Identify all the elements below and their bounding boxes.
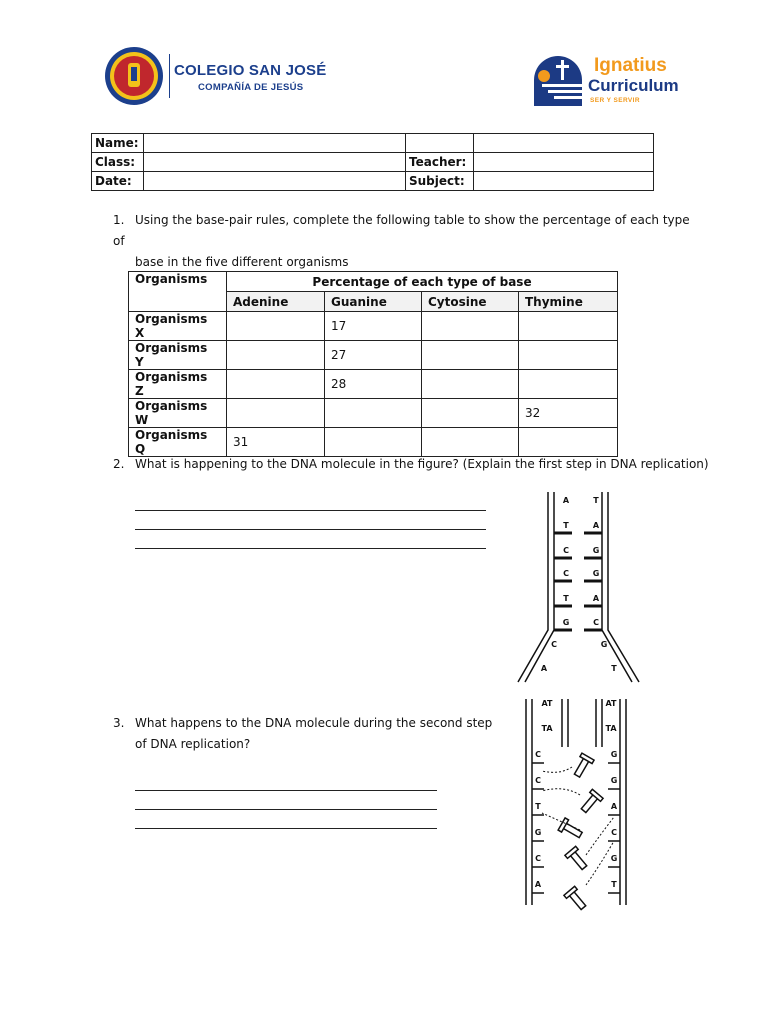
guanine-header: Guanine (325, 292, 422, 312)
dna-replication-figure (520, 695, 640, 915)
base-letter: G (562, 618, 570, 627)
table-cell[interactable]: 17 (325, 312, 422, 341)
question-3-number: 3. (113, 716, 125, 730)
base-percentage-table (128, 271, 618, 457)
question-3-text-line2: of DNA replication? (135, 737, 251, 751)
answer-line[interactable] (135, 529, 486, 530)
empty-field-cell[interactable] (474, 134, 654, 153)
base-letter: TA (541, 724, 553, 733)
table-cell[interactable] (227, 341, 325, 370)
table-cell[interactable] (422, 399, 519, 428)
question-3 (113, 713, 493, 755)
table-row (129, 399, 618, 428)
base-letter: TA (605, 724, 617, 733)
free-nucleotides (558, 753, 603, 912)
adenine-header: Adenine (227, 292, 325, 312)
base-letter: A (610, 802, 618, 811)
base-letter: C (535, 750, 541, 759)
table-cell[interactable] (227, 399, 325, 428)
teacher-field[interactable] (474, 153, 654, 172)
logo-divider (169, 54, 170, 98)
table-cell[interactable] (227, 370, 325, 399)
answer-line[interactable] (135, 790, 437, 791)
free-nucleotide (558, 818, 584, 841)
colegio-logo (104, 46, 164, 106)
answer-line[interactable] (135, 548, 486, 549)
curriculum-subtitle: Curriculum (588, 76, 679, 95)
curriculum-tagline: SER Y SERVIR (590, 97, 640, 104)
student-info-table (91, 133, 654, 191)
base-letter: T (563, 521, 569, 530)
table-cell[interactable] (422, 312, 519, 341)
question-2-number: 2. (113, 457, 125, 471)
row-label: Organisms Y (129, 341, 227, 370)
question-1 (113, 210, 693, 273)
question-1-number: 1. (113, 213, 125, 227)
base-letter: C (535, 854, 541, 863)
table-row (129, 428, 618, 457)
row-label: Organisms X (129, 312, 227, 341)
free-nucleotide (565, 846, 590, 872)
cytosine-header: Cytosine (422, 292, 519, 312)
base-letter: AT (541, 699, 553, 708)
base-letter: A (562, 496, 570, 505)
table-row (129, 370, 618, 399)
table-cell[interactable] (422, 341, 519, 370)
question-1-text-line1: Using the base-pair rules, complete the following table to show the percentage of each type of (113, 213, 690, 248)
table-cell[interactable]: 28 (325, 370, 422, 399)
base-letter: G (592, 546, 600, 555)
base-letter: G (534, 828, 542, 837)
base-letter: G (600, 640, 608, 649)
base-letter: C (563, 546, 569, 555)
base-letter: A (534, 880, 542, 889)
answer-line[interactable] (135, 809, 437, 810)
row-label: Organisms W (129, 399, 227, 428)
question-1-text-line2: base in the five different organisms (135, 255, 349, 269)
row-label: Organisms Q (129, 428, 227, 457)
base-letter: A (592, 594, 600, 603)
table-row (129, 312, 618, 341)
answer-line[interactable] (135, 828, 437, 829)
teacher-label: Teacher: (406, 153, 474, 172)
table-cell[interactable]: 27 (325, 341, 422, 370)
organisms-header: Organisms (129, 272, 227, 312)
table-cell[interactable] (325, 399, 422, 428)
table-cell[interactable] (519, 341, 618, 370)
movement-arrows (542, 767, 614, 885)
subject-field[interactable] (474, 172, 654, 191)
base-letter: C (611, 828, 617, 837)
table-cell[interactable] (519, 312, 618, 341)
name-label: Name: (92, 134, 144, 153)
class-field[interactable] (144, 153, 406, 172)
table-cell[interactable] (325, 428, 422, 457)
table-row (129, 341, 618, 370)
row-label: Organisms Z (129, 370, 227, 399)
answer-line[interactable] (135, 510, 486, 511)
base-letter: T (563, 594, 569, 603)
thymine-header: Thymine (519, 292, 618, 312)
base-letter: C (535, 776, 541, 785)
table-cell[interactable] (227, 312, 325, 341)
table-cell[interactable] (519, 428, 618, 457)
base-letter: T (593, 496, 599, 505)
base-letter: AT (605, 699, 617, 708)
base-letter: A (540, 664, 548, 673)
base-letter: G (610, 776, 618, 785)
subject-label: Subject: (406, 172, 474, 191)
dna-unzipping-figure (510, 490, 645, 690)
base-letter: T (611, 664, 617, 673)
free-nucleotide (564, 886, 589, 912)
date-label: Date: (92, 172, 144, 191)
name-field[interactable] (144, 134, 406, 153)
base-letter: G (610, 854, 618, 863)
base-letter: G (592, 569, 600, 578)
base-letter: G (610, 750, 618, 759)
date-field[interactable] (144, 172, 406, 191)
ignatius-logo-emblem (530, 54, 586, 106)
free-nucleotide (571, 753, 594, 779)
base-letter: C (563, 569, 569, 578)
question-2 (113, 454, 713, 475)
empty-label-cell (406, 134, 474, 153)
school-subtitle: COMPAÑÍA DE JESÚS (198, 82, 304, 93)
school-name: COLEGIO SAN JOSÉ (174, 62, 327, 79)
base-letter: A (592, 521, 600, 530)
base-letter: T (611, 880, 617, 889)
table-cell[interactable]: 31 (227, 428, 325, 457)
table-cell[interactable] (422, 370, 519, 399)
table-cell[interactable] (422, 428, 519, 457)
question-2-text: What is happening to the DNA molecule in the figure? (Explain the first step in DNA replication) (135, 457, 709, 471)
base-letter: C (593, 618, 599, 627)
free-nucleotide (578, 789, 603, 815)
base-letter: T (535, 802, 541, 811)
question-3-text-line1: What happens to the DNA molecule during the second step (135, 716, 493, 730)
table-cell[interactable] (519, 370, 618, 399)
base-letter: C (551, 640, 557, 649)
class-label: Class: (92, 153, 144, 172)
curriculum-title: Ignatius (594, 55, 667, 76)
table-cell[interactable]: 32 (519, 399, 618, 428)
percentage-group-header: Percentage of each type of base (227, 272, 618, 292)
